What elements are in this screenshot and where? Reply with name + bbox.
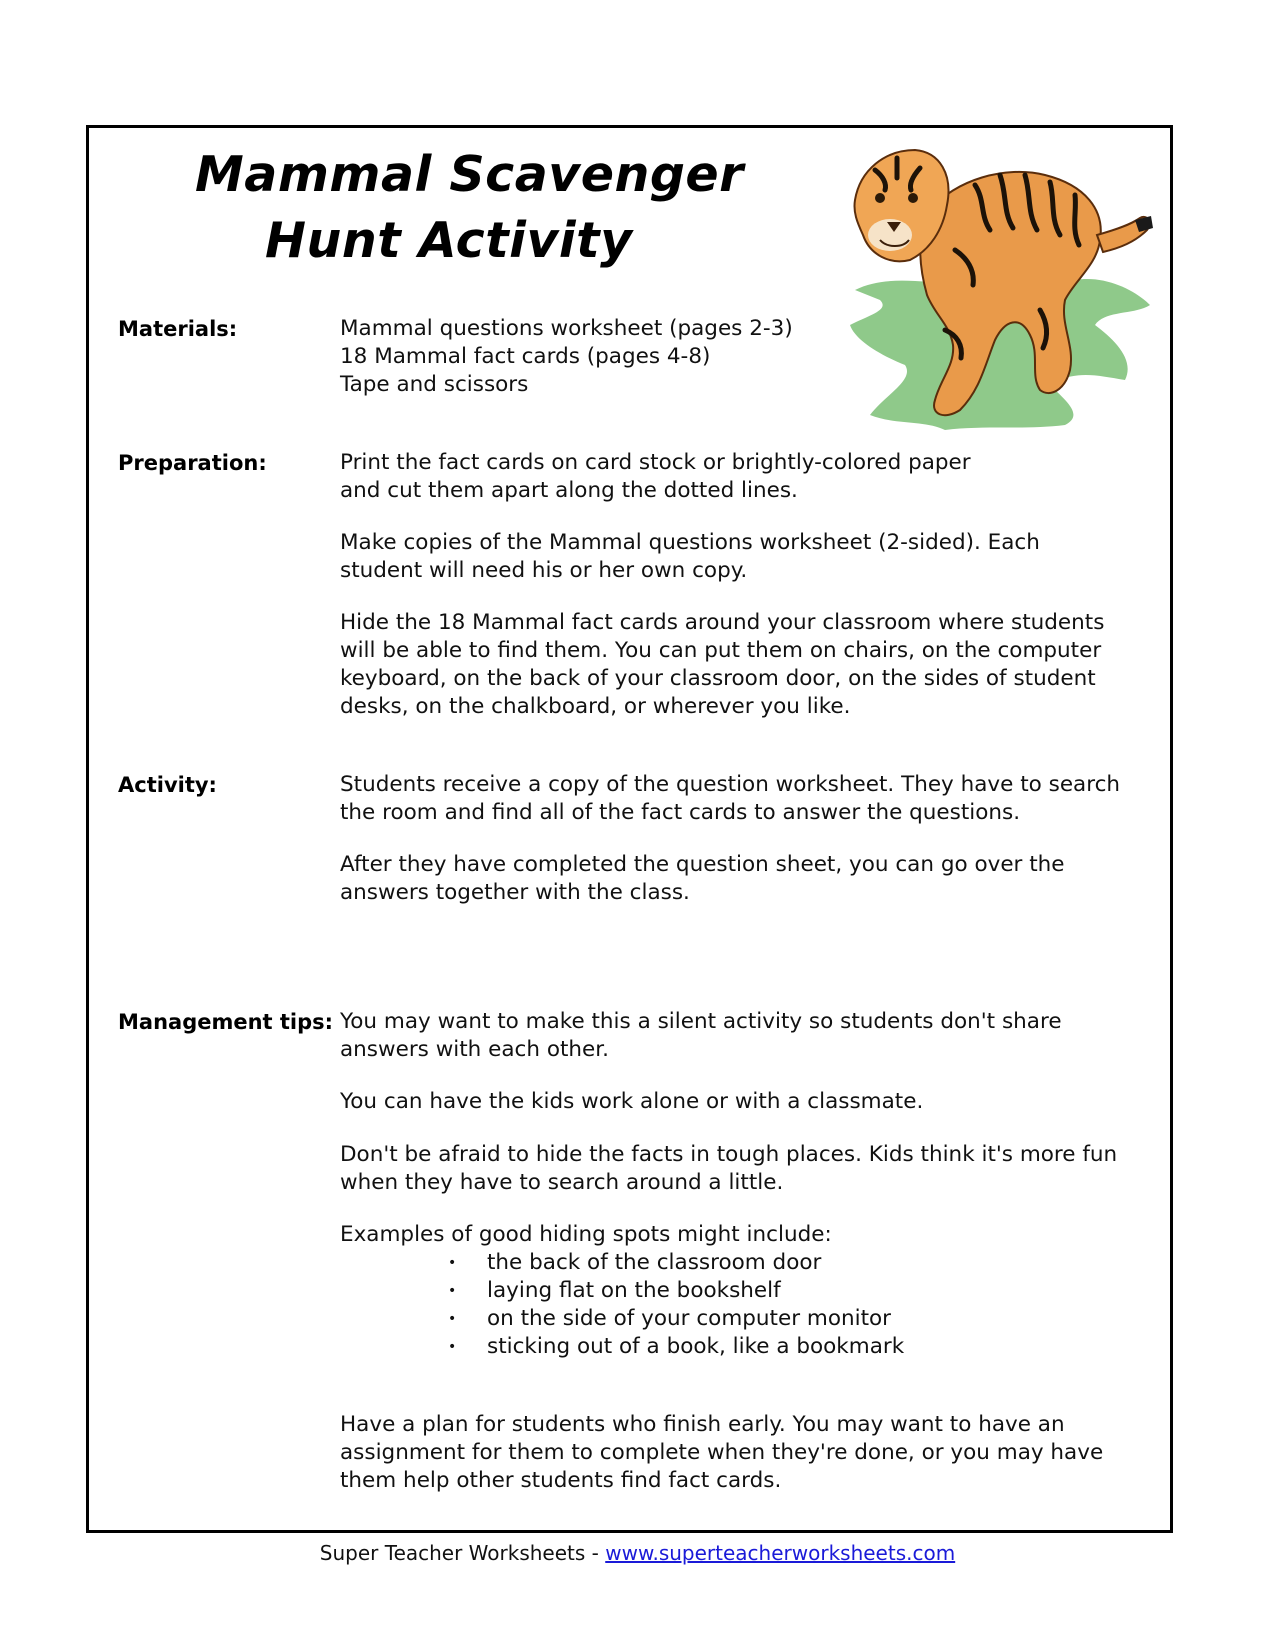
text-line: answers together with the class. <box>340 880 690 905</box>
text-line: Make copies of the Mammal questions worksheet (2-sided). Each <box>340 530 1040 555</box>
footer-link[interactable]: www.superteacherworksheets.com <box>605 1541 956 1565</box>
preparation-paragraph-1 <box>340 449 1150 505</box>
text-line: student will need his or her own copy. <box>340 558 748 583</box>
text-line: assignment for them to complete when they're done, or you may have <box>340 1440 1104 1465</box>
page-title <box>195 142 755 274</box>
text-line: After they have completed the question sheet, you can go over the <box>340 852 1065 877</box>
text-line: Have a plan for students who finish early. You may want to have an <box>340 1412 1065 1437</box>
footer-text: Super Teacher Worksheets - <box>319 1541 606 1565</box>
list-item-text: the back of the classroom door <box>487 1250 822 1275</box>
text-line: You may want to make this a silent activity so students don't share <box>340 1009 1062 1034</box>
text-line: when they have to search around a little. <box>340 1170 784 1195</box>
preparation-label: Preparation: <box>118 451 267 475</box>
management-paragraph-2 <box>340 1088 1150 1116</box>
list-item-text: sticking out of a book, like a bookmark <box>487 1334 905 1359</box>
materials-item: 18 Mammal fact cards (pages 4-8) <box>340 344 711 369</box>
activity-paragraph-1 <box>340 771 1150 827</box>
text-line: keyboard, on the back of your classroom door, on the sides of student <box>340 666 1096 691</box>
text-line: them help other students find fact cards. <box>340 1468 782 1493</box>
text-line: will be able to find them. You can put them on chairs, on the computer <box>340 638 1102 663</box>
hiding-spots-list <box>340 1249 1150 1361</box>
management-paragraph-4 <box>340 1221 1150 1361</box>
materials-item: Tape and scissors <box>340 372 529 397</box>
bullet-icon: • <box>448 1339 457 1355</box>
bullet-icon: • <box>448 1311 457 1327</box>
materials-item: Mammal questions worksheet (pages 2-3) <box>340 316 793 341</box>
title-line-2: Hunt Activity <box>265 212 633 269</box>
text-line: Hide the 18 Mammal fact cards around your classroom where students <box>340 610 1105 635</box>
preparation-paragraph-3 <box>340 609 1150 721</box>
list-item <box>340 1305 1150 1333</box>
preparation-paragraph-2 <box>340 529 1150 585</box>
activity-paragraph-2 <box>340 851 1150 907</box>
management-tips-label: Management tips: <box>118 1010 334 1034</box>
list-item-text: on the side of your computer monitor <box>487 1306 891 1331</box>
management-paragraph-3 <box>340 1141 1150 1197</box>
list-item <box>340 1249 1150 1277</box>
text-line: Examples of good hiding spots might include: <box>340 1222 832 1247</box>
bullet-icon: • <box>448 1283 457 1299</box>
text-line: Students receive a copy of the question worksheet. They have to search <box>340 772 1121 797</box>
list-item <box>340 1333 1150 1361</box>
list-item-text: laying flat on the bookshelf <box>487 1278 781 1303</box>
management-paragraph-5 <box>340 1411 1150 1495</box>
management-paragraph-1 <box>340 1008 1150 1064</box>
text-line: Print the fact cards on card stock or brightly-colored paper <box>340 450 971 475</box>
activity-label: Activity: <box>118 773 217 797</box>
text-line: the room and find all of the fact cards to answer the questions. <box>340 800 1021 825</box>
title-line-1: Mammal Scavenger <box>195 146 744 203</box>
text-line: You can have the kids work alone or with a classmate. <box>340 1089 924 1114</box>
list-item <box>340 1277 1150 1305</box>
footer <box>0 1541 1275 1565</box>
text-line: Don't be afraid to hide the facts in tough places. Kids think it's more fun <box>340 1142 1118 1167</box>
text-line: desks, on the chalkboard, or wherever you like. <box>340 694 851 719</box>
materials-label: Materials: <box>118 317 238 341</box>
materials-list <box>340 315 1150 399</box>
bullet-icon: • <box>448 1255 457 1271</box>
text-line: and cut them apart along the dotted lines. <box>340 478 798 503</box>
text-line: answers with each other. <box>340 1037 609 1062</box>
